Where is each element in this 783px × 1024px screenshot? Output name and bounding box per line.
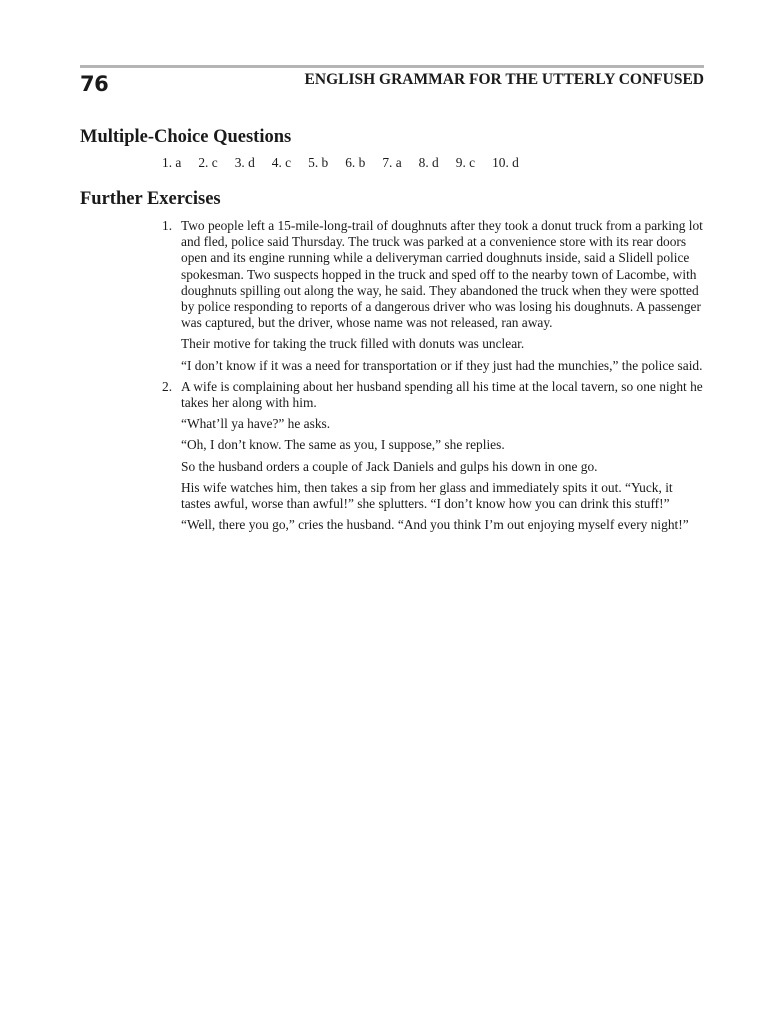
answer-key-item: 1. a: [162, 155, 182, 170]
further-exercises-list: [162, 218, 704, 533]
answer-key-item: 9. c: [455, 155, 476, 170]
exercise-paragraph: Their motive for taking the truck filled with donuts was unclear.: [181, 336, 525, 352]
exercise-paragraph: “Well, there you go,” cries the husband. “And you think I’m out enjoying myself every night!”: [181, 517, 689, 533]
running-title: ENGLISH GRAMMAR FOR THE UTTERLY CONFUSED: [304, 71, 704, 88]
exercise-number: 2.: [162, 378, 173, 394]
exercise-paragraph: A wife is complaining about her husband spending all his time at the local tavern, so one night he takes her along with him.: [181, 378, 703, 411]
header-rule: [80, 65, 704, 68]
exercise-paragraph: His wife watches him, then takes a sip from her glass and immediately spits it out. “Yuck, it tastes awful, worse than awful!” she splutters. “I don’t know how you can drink this stuff!”: [181, 479, 673, 512]
answer-key-item: 3. d: [234, 155, 255, 170]
exercise-item: [162, 379, 704, 534]
answer-key-item: 5. b: [308, 155, 329, 170]
answer-key-item: 4. c: [271, 155, 292, 170]
exercise-paragraph: Two people left a 15-mile-long-trail of doughnuts after they took a donut truck from a parking lot and fled, police said Thursday. The truck was parked at a convenience store with its rear doors open and its engine running while a deliveryman carried doughnuts inside, said a Slidell police spokesman. Two suspects hopped in the truck and sped off to the nearby town of Lacombe, with doughnuts spilling out along the way, he said. They abandoned the truck when they were spotted by police responding to reports of a dangerous driver who was losing his doughnuts. A passenger was captured, but the driver, whose name was not released, ran away.: [181, 218, 703, 331]
answer-key-item: 6. b: [345, 155, 366, 170]
exercise-item: [162, 218, 704, 374]
exercise-paragraph: So the husband orders a couple of Jack Daniels and gulps his down in one go.: [181, 458, 598, 474]
page-number: 76: [80, 72, 109, 96]
answer-key-item: 2. c: [198, 155, 218, 170]
exercise-paragraph: “I don’t know if it was a need for transportation or if they just had the munchies,” the police said.: [181, 357, 703, 373]
exercise-paragraph: “Oh, I don’t know. The same as you, I suppose,” she replies.: [181, 437, 505, 453]
multiple-choice-heading: Multiple-Choice Questions: [80, 127, 292, 147]
answer-key-item: 7. a: [382, 155, 402, 170]
exercise-paragraph: “What’ll ya have?” he asks.: [181, 416, 331, 432]
exercise-number: 1.: [162, 218, 173, 233]
further-exercises-heading: Further Exercises: [80, 189, 221, 209]
answer-key-list: [162, 155, 536, 171]
answer-key-item: 8. d: [418, 155, 439, 170]
answer-key-item: 10. d: [492, 155, 519, 170]
